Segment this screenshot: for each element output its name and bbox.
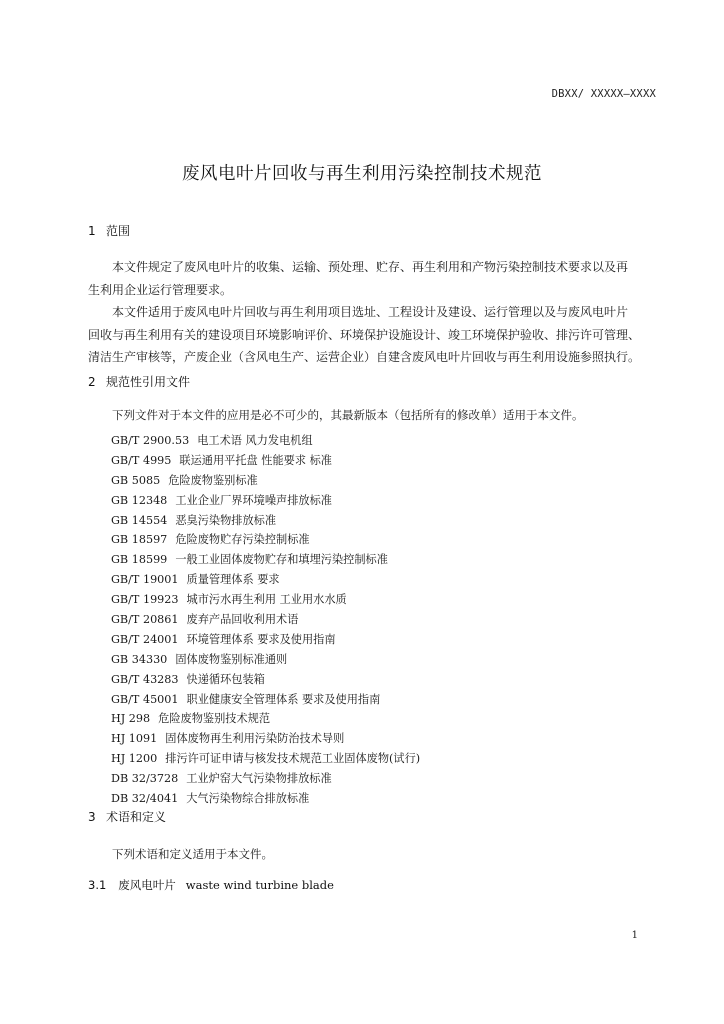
reference-item <box>111 451 420 471</box>
reference-code: GB 18599 <box>111 553 168 567</box>
reference-title: 工业炉窑大气污染物排放标准 <box>186 772 332 786</box>
reference-code: GB 14554 <box>111 513 168 527</box>
reference-item <box>111 709 420 729</box>
reference-item <box>111 590 420 610</box>
reference-title: 固体废物再生利用污染防治技术导则 <box>165 732 345 746</box>
scope-line: 清洁生产审核等，产废企业（含风电生产、运营企业）自建含废风电叶片回收与再生利用设施参照执行。 <box>88 350 641 364</box>
reference-title: 电工术语 风力发电机组 <box>197 434 313 447</box>
reference-list <box>111 431 420 809</box>
section-number: 2 <box>88 375 96 389</box>
term-chinese: 废风电叶片 <box>118 878 176 892</box>
reference-title: 快递循环包装箱 <box>186 672 265 686</box>
reference-code: HJ 1200 <box>111 752 158 766</box>
scope-line: 本文件规定了废风电叶片的收集、运输、预处理、贮存、再生利用和产物污染控制技术要求以及再 <box>112 260 629 274</box>
reference-title: 城市污水再生利用 工业用水水质 <box>186 593 347 607</box>
reference-code: GB/T 19923 <box>111 593 179 607</box>
reference-code: GB 5085 <box>111 473 161 487</box>
reference-title: 废弃产品回收利用术语 <box>186 613 299 627</box>
scope-line: 本文件适用于废风电叶片回收与再生利用项目选址、工程设计及建设、运行管理以及与废风电叶片 <box>112 305 629 319</box>
reference-code: HJ 298 <box>111 712 151 726</box>
section-title: 术语和定义 <box>106 810 167 824</box>
reference-item <box>111 610 420 630</box>
section-number: 3 <box>88 810 96 824</box>
reference-code: GB 12348 <box>111 493 168 507</box>
reference-code: DB 32/4041 <box>111 792 179 806</box>
reference-title: 排污许可证申请与核发技术规范工业固体废物(试行) <box>165 752 421 766</box>
reference-title: 环境管理体系 要求及使用指南 <box>186 632 336 646</box>
reference-code: GB/T 20861 <box>111 613 179 627</box>
reference-item <box>111 630 420 650</box>
scope-line: 生利用企业运行管理要求。 <box>88 282 233 297</box>
reference-item <box>111 530 420 550</box>
reference-title: 危险废物贮存污染控制标准 <box>175 533 310 547</box>
reference-item <box>111 789 420 809</box>
reference-item <box>111 670 420 690</box>
reference-title: 大气污染物综合排放标准 <box>186 792 310 806</box>
reference-title: 一般工业固体废物贮存和填埋污染控制标准 <box>175 553 388 567</box>
reference-item <box>111 769 420 789</box>
reference-item <box>111 729 420 749</box>
reference-code: HJ 1091 <box>111 732 158 746</box>
reference-title: 联运通用平托盘 性能要求 标准 <box>179 453 332 467</box>
reference-code: GB/T 24001 <box>111 632 179 646</box>
term-entry <box>88 877 334 893</box>
section-heading-scope <box>88 222 130 239</box>
scope-paragraphs <box>88 256 656 369</box>
reference-code: GB 18597 <box>111 533 168 547</box>
reference-title: 固体废物鉴别标准通则 <box>175 652 288 666</box>
reference-title: 工业企业厂界环境噪声排放标准 <box>175 493 332 507</box>
document-code: DBXX/ XXXXX—XXXX <box>551 88 656 100</box>
scope-line: 回收与再生利用有关的建设项目环境影响评价、环境保护设施设计、竣工环境保护验收、排污许可管理、 <box>88 327 641 342</box>
section-title: 范围 <box>106 224 131 238</box>
section-number: 1 <box>88 224 96 238</box>
reference-code: GB 34330 <box>111 652 168 666</box>
document-title: 废风电叶片回收与再生利用污染控制技术规范 <box>182 164 542 184</box>
reference-title: 恶臭污染物排放标准 <box>175 513 277 527</box>
reference-code: GB/T 4995 <box>111 453 172 467</box>
section-title: 规范性引用文件 <box>106 375 191 389</box>
page-number: 1 <box>631 930 638 941</box>
reference-title: 危险废物鉴别标准 <box>168 473 258 487</box>
reference-code: DB 32/3728 <box>111 772 179 786</box>
reference-item <box>111 570 420 590</box>
section-heading-terms <box>88 808 166 825</box>
reference-title: 质量管理体系 要求 <box>186 573 280 587</box>
reference-item <box>111 550 420 570</box>
reference-title: 危险废物鉴别技术规范 <box>158 712 271 726</box>
normative-references-intro: 下列文件对于本文件的应用是必不可少的，其最新版本（包括所有的修改单）适用于本文件。 <box>112 408 584 422</box>
term-english: waste wind turbine blade <box>185 878 334 892</box>
term-number: 3.1 <box>88 878 107 892</box>
reference-code: GB/T 45001 <box>111 692 179 706</box>
reference-code: GB/T 19001 <box>111 573 179 587</box>
reference-item <box>111 749 420 769</box>
terms-intro: 下列术语和定义适用于本文件。 <box>112 847 273 861</box>
reference-code: GB/T 43283 <box>111 672 179 686</box>
section-heading-normative-references <box>88 373 190 390</box>
reference-item <box>111 471 420 491</box>
reference-title: 职业健康安全管理体系 要求及使用指南 <box>186 692 381 706</box>
reference-item <box>111 690 420 710</box>
reference-code: GB/T 2900.53 <box>111 434 190 447</box>
reference-item <box>111 491 420 511</box>
reference-item <box>111 650 420 670</box>
reference-item <box>111 511 420 531</box>
reference-item <box>111 431 420 451</box>
